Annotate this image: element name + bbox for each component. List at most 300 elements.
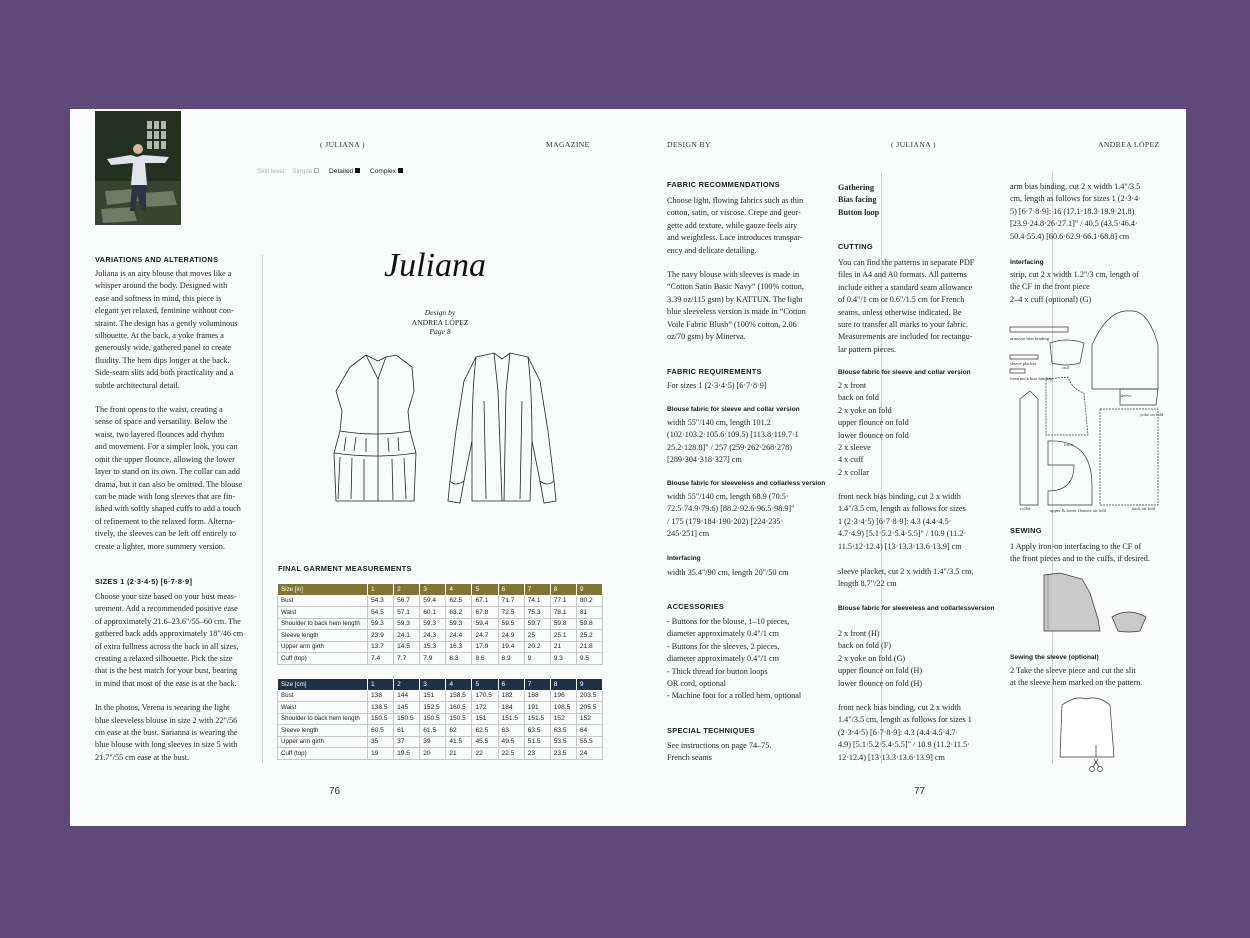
table-cell: 59.7 [524,618,550,630]
pattern-piece-item: 2 x front (H) [838,629,880,638]
text-line: subtle architectural detail. [95,380,180,390]
sewing-step-1 [1010,541,1150,566]
table-header-cell: 8 [550,679,576,691]
table-cell: Bust [278,595,368,607]
interfacing-heading: Interfacing [667,555,701,562]
table-cell: 15.3 [420,641,446,653]
table-cell: 25.1 [550,630,576,642]
running-head-design-by: DESIGN BY [667,140,711,149]
table-cell: 151 [420,690,446,702]
armscye-binding-piece [1010,327,1068,332]
text-line: See instructions on page 74–75. [667,741,772,750]
text-line: create a lighter, more summery version. [95,541,225,551]
sleeve-collar-pieces-list [838,380,909,479]
running-head-title: ( JULIANA ) [320,140,365,149]
text-line: of approximately 21.6–23.6"/55–60 cm. The [95,616,241,626]
page-number-left: 76 [329,786,341,797]
text-line: 1 (2·3·4·5) [6·7·8·9]: 4.3 (4.4·4.5· [838,516,952,526]
table-cell: 77.1 [550,595,576,607]
text-line: 21.7"/55 cm ease at the bust. [95,752,190,762]
text-line: that is the best match for your bust, bearing [95,666,238,676]
sleeve-placket-label: sleeve placket [1010,361,1036,366]
sleeveless-fabric-text [667,491,795,541]
table-row [278,713,603,725]
front-piece [1046,377,1088,435]
text-line: The front opens to the waist, creating a [95,405,223,415]
table-cell: 170.5 [472,690,498,702]
text-line: of extra fullness across the back in all sizes, [95,641,239,651]
table-cell: 49.5 [498,736,524,748]
skill-label: Skill level: [257,168,287,175]
text-line: files in A4 and A0 formats. All patterns [838,270,967,280]
pattern-piece-item: 2 x front [838,381,867,390]
running-head-magazine: MAGAZINE [546,140,590,149]
text-line: Choose your size based on your bust meas- [95,592,237,601]
table-cell: 151 [472,713,498,725]
yoke-label: yoke on fold [1140,412,1164,417]
pattern-pieces-diagram [1008,305,1178,517]
accessory-item: OR cord, optional [667,679,726,689]
accessory-item: - Machine foot for a rolled hem, optional [667,691,802,701]
text-line: Side-seam slits add both practicality and a [95,368,234,378]
table-cell: 24.4 [446,630,472,642]
table-cell: 59.8 [550,618,576,630]
pattern-piece-item: 4 x cuff [838,455,864,465]
table-cell: 20.2 [524,641,550,653]
technique-item: Button loop [838,207,880,217]
table-header-cell: 7 [524,584,550,596]
table-cell: 138 [368,690,394,702]
table-cell: 151.5 [524,713,550,725]
page-number-right: 77 [914,786,926,797]
text-line: length 8.7"/22 cm [838,579,897,589]
skill-complex: Complex [369,168,396,175]
sewing-sleeve-heading: Sewing the sleeve (optional) [1010,654,1099,661]
text-line: arm bias binding, cut 2 x width 1.4"/3.5 [1010,182,1141,191]
page-reference: Page 8 [429,327,451,337]
table-cell: 60.1 [420,607,446,619]
pattern-piece-item: lower flounce on fold [838,430,909,440]
table-cell: Cuff (top) [278,748,368,760]
fabric-recommendations-heading: FABRIC RECOMMENDATIONS [667,180,780,189]
sleeve-piece [1092,311,1158,389]
table-cell: 35 [368,736,394,748]
table-header-cell: 1 [368,679,394,691]
fabric-recommendations-paragraph [667,195,817,257]
text-line: “Cotton Satin Basic Navy” (100% cotton, [667,282,804,292]
table-cell: 198.5 [550,702,576,714]
column-divider [262,255,263,763]
table-cell: 24.3 [420,630,446,642]
text-line: creating a relaxed silhouette. Pick the size [95,654,233,664]
text-line: sure to transfer all marks to your fabric. [838,320,969,330]
table-cell: 75.3 [524,607,550,619]
skill-detailed: Detailed [329,168,354,175]
accessory-item: diameter approximately 0.4"/1 cm [667,629,780,639]
text-line: drama, but it can also be omitted. The blouse [95,479,243,489]
sleeve-placket-piece [1010,355,1038,359]
interfacing-heading-2: Interfacing [1010,259,1044,266]
special-techniques-heading: SPECIAL TECHNIQUES [667,726,755,735]
text-line: 1.4"/3.5 cm, length as follows for sizes 1 [838,715,972,725]
table-cell: 57.1 [394,607,420,619]
table-row [278,702,603,714]
table-cell: 74.1 [524,595,550,607]
table-cell: 160.5 [446,702,472,714]
table-cell: 23.5 [550,748,576,760]
variations-paragraph-1 [95,268,255,392]
text-line: blue sleeveless blouse in size 2 with 22"/56 [95,715,238,725]
table-header-cell: 2 [394,584,420,596]
measurements-table-cm [277,678,603,760]
sleeve-placket-text [838,566,973,591]
table-cell: 188 [524,690,550,702]
table-cell: 22.5 [498,748,524,760]
table-cell: 205.5 [576,702,602,714]
cutting-heading: CUTTING [838,242,873,251]
pattern-piece-item: back on fold [838,393,879,403]
text-line: tively, the sleeves can be left off entirely to [95,529,236,539]
text-line: 72.5·74.9·79.6) [88.2·92.6·96.5·98.9]" [667,504,795,514]
table-row [278,690,603,702]
text-line: include either a standard seam allowance [838,282,973,292]
cuff-label: cuff [1062,365,1070,370]
table-header-cell: Size [cm] [278,679,368,691]
table-cell: 54.3 [368,595,394,607]
text-line: gathered back adds approximately 18"/46 cm [95,629,244,639]
table-cell: 51.5 [524,736,550,748]
front-neck-binding-text [838,491,966,553]
text-line: waist, two layered flounces add rhythm [95,429,225,439]
pattern-piece-item: 2 x sleeve [838,443,871,453]
text-line: ished with softly shaped cuffs to add a touch [95,504,241,514]
variations-body [95,268,255,553]
table-cell: 54.5 [368,607,394,619]
table-cell: 59.3 [446,618,472,630]
sewing-heading: SEWING [1010,526,1042,535]
table-row [278,618,603,630]
collar-piece [1020,391,1038,505]
table-cell: 144 [394,690,420,702]
table-cell: 39 [420,736,446,748]
table-cell: 19 [368,748,394,760]
sizes-heading: SIZES 1 (2·3·4·5) [6·7·8·9] [95,577,193,586]
designer-name: ANDREA LÓPEZ [411,317,469,327]
arm-binding-text [1010,181,1141,243]
text-line: gette add texture, while gauze feels airy [667,220,798,230]
table-cell: 63.5 [524,725,550,737]
table-cell: 13.7 [368,641,394,653]
table-cell: 152 [576,713,602,725]
table-cell: Waist [278,702,368,714]
table-cell: 67.1 [472,595,498,607]
table-header-cell: 4 [446,584,472,596]
text-line: ease and softness in mind, this piece is [95,293,222,303]
accessories-list [667,616,801,703]
table-cell: 23.9 [368,630,394,642]
accessories-heading: ACCESSORIES [667,602,725,611]
text-line: 3.39 oz/115 gsm) by KATTUN. The light [667,294,803,304]
table-cell: 21 [446,748,472,760]
front-neck-binding-text-2 [838,702,972,764]
text-line: 4.7·4.9) [5.1·5.2·5.4·5.5]" / 10.9 (11.2· [838,529,967,539]
navy-blouse-paragraph [667,269,817,343]
pattern-piece-item: upper flounce on fold [838,418,909,428]
front-label: front [1064,442,1073,447]
table-cell: 182 [498,690,524,702]
measurements-table-inch [277,583,603,665]
text-line: blue blouse with long sleeves in size 5 with [95,740,238,750]
text-line: (102·103.2·105.6·109.5) [113.8·119.7·1 [667,430,799,440]
table-cell: 59.4 [420,595,446,607]
measurements-heading: FINAL GARMENT MEASUREMENTS [278,564,412,573]
table-cell: 59.8 [576,618,602,630]
back-piece [1100,409,1158,505]
table-cell: 72.5 [498,607,524,619]
text-line: can be made with long sleeves that are fin- [95,491,236,501]
table-cell: 62 [446,725,472,737]
text-line: cm, length as follows for sizes 1 (2·3·4· [1010,194,1141,204]
text-line: width 55"/140 cm, length 68.9 (70.5· [667,492,789,501]
table-cell: 25 [524,630,550,642]
table-row [278,595,603,607]
running-head-title: ( JULIANA ) [891,140,936,149]
table-cell: 19.5 [394,748,420,760]
text-line: at the sleeve hem marked on the pattern. [1010,678,1143,688]
text-line: of refinement to the relaxed form. Alterna- [95,516,235,526]
cuff-piece [1050,340,1084,365]
text-line: Choose light, flowing fabrics such as thin [667,196,804,205]
table-cell: Bust [278,690,368,702]
table-cell: Upper arm girth [278,736,368,748]
text-line: Blouse fabric for sleeveless and collarless [838,605,972,612]
table-cell: 203.5 [576,690,602,702]
text-line: of 0.4"/1 cm or 0.6"/1.5 cm for French [838,295,965,305]
table-cell: 59.5 [498,618,524,630]
table-cell: Shoulder to back hem length [278,618,368,630]
text-line: French seams [667,753,712,763]
table-cell: 23 [524,748,550,760]
text-line: elegant yet relaxed, feminine without con- [95,306,234,316]
text-line: The navy blouse with sleeves is made in [667,270,800,280]
table-cell: Sleeve length [278,725,368,737]
flounce-label: upper & lower flounce on fold [1050,508,1107,513]
table-header-cell: 3 [420,584,446,596]
sizes-line: For sizes 1 (2·3·4·5) [6·7·8·9] [667,381,767,390]
table-cell: 24.7 [472,630,498,642]
pattern-piece-item: 2 x yoke on fold [838,405,892,415]
table-cell: 63.5 [550,725,576,737]
table-cell: 63.2 [446,607,472,619]
text-line: the CF in the front piece [1010,282,1090,292]
table-cell: 17.9 [472,641,498,653]
sleeveless-blouse-drawing [334,355,416,501]
sleeve-collar-pieces-heading: Blouse fabric for sleeve and collar version [838,369,971,376]
skill-detailed-box-icon [355,168,360,173]
table-row [278,653,603,665]
text-line: cotton, satin, or viscose. Crepe and geor- [667,208,801,218]
skill-complex-box-icon [398,168,403,173]
table-cell: 71.7 [498,595,524,607]
text-line: urement. Add a recommended positive ease [95,604,238,614]
table-cell: 158.5 [446,690,472,702]
table-header-cell: 5 [472,679,498,691]
text-line: front neck bias binding, cut 2 x width [838,492,961,501]
text-line: 5) [6·7·8·9]: 16 (17.1·18.3·19.9·21.8) [1010,206,1135,216]
table-header-cell: 4 [446,679,472,691]
table-row [278,630,603,642]
table-cell: 62.5 [446,595,472,607]
table-cell: 21.8 [576,641,602,653]
accessory-item: - Buttons for the blouse, 1–10 pieces, [667,617,790,626]
table-cell: 196 [550,690,576,702]
technique-item: Bias facing [838,195,877,205]
text-line: omit the upper flounce, allowing the lower [95,454,235,464]
table-row [278,607,603,619]
table-cell: 7.9 [420,653,446,665]
table-cell: 9 [524,653,550,665]
right-page [628,109,1186,826]
step-1-illustration [1040,571,1152,635]
text-line: [23.9·24.8·26·27.1]" / 40.5 (43.5·46.4· [1010,219,1138,229]
text-line: 1.4"/3.5 cm, length as follows for sizes [838,504,966,514]
table-cell: 138.5 [368,702,394,714]
design-credit [395,308,485,337]
table-cell: 9.3 [550,653,576,665]
table-cell: Shoulder to back hem length [278,713,368,725]
text-line: width 55"/140 cm, length 101.2 [667,418,771,427]
text-line: sleeve placket, cut 2 x width 1.4"/3.5 cm, [838,567,974,576]
garment-illustrations [326,351,562,509]
pattern-title: Juliana [384,247,486,284]
table-cell: 24.1 [394,630,420,642]
table-cell: 59.3 [368,618,394,630]
pattern-piece-item: 2 x yoke on fold (G) [838,653,906,663]
table-cell: 62.5 [472,725,498,737]
front-neck-label: front neck bias binding [1010,376,1053,381]
table-cell: 45.5 [472,736,498,748]
table-cell: 7.7 [394,653,420,665]
table-row [278,725,603,737]
table-cell: 55.5 [576,736,602,748]
sewing-step-2 [1010,665,1142,690]
table-header-cell: 6 [498,679,524,691]
fabric-requirements-heading: FABRIC REQUIREMENTS [667,367,762,376]
table-header-cell: 1 [368,584,394,596]
skill-simple: Simple [292,168,313,175]
table-cell: Waist [278,607,368,619]
table-cell: 7.4 [368,653,394,665]
table-cell: 61.5 [420,725,446,737]
table-cell: 184 [498,702,524,714]
sleeveless-pieces-list [838,628,922,690]
back-label: back on fold [1132,506,1155,511]
skill-level [257,168,403,175]
table-cell: 80.2 [576,595,602,607]
text-line: lar pattern pieces. [838,344,896,354]
text-line: [289·304·318·327] cm [667,455,742,465]
table-header-cell: 9 [576,584,602,596]
accessory-item: - Thick thread for button loops [667,666,768,676]
table-row [278,736,603,748]
sleeve-collar-fabric-text [667,417,799,467]
table-cell: 64 [576,725,602,737]
table-cell: 150.5 [446,713,472,725]
text-line: seams, unless otherwise indicated. Be [838,307,962,317]
table-cell: 53.5 [550,736,576,748]
text-line: whisper around the body. Designed with [95,281,228,291]
text-line: 245·251] cm [667,529,710,539]
text-line: 50.4·55.4) [60.6·62.9·66.1·68.8] cm [1010,231,1130,241]
front-neck-binding-piece [1010,369,1025,373]
table-cell: 56.7 [394,595,420,607]
table-cell: 78.1 [550,607,576,619]
table-cell: 191 [524,702,550,714]
skill-simple-box-icon [314,168,319,173]
sleeve-label: sleeve [1120,393,1132,398]
table-header-cell: 5 [472,584,498,596]
text-line: sense of space and versatility. Below the [95,417,228,427]
table-cell: 8.3 [446,653,472,665]
step-2-illustration [1052,693,1122,779]
text-line: generously wide, gathered panel to create [95,343,231,353]
table-cell: 150.5 [420,713,446,725]
table-cell: 81 [576,607,602,619]
table-cell: 9.5 [576,653,602,665]
sleeve-blouse-drawing [448,353,556,503]
table-header-cell: 6 [498,584,524,596]
table-cell: 152.5 [420,702,446,714]
text-line: 1 Apply iron-on interfacing to the CF of [1010,542,1142,551]
pattern-piece-item: upper flounce on fold (H) [838,666,923,676]
table-cell: 24 [576,748,602,760]
table-cell: 21 [550,641,576,653]
table-cell: 59.3 [394,618,420,630]
text-line: / 175 (179·184·190·202) [224·235· [667,516,784,526]
table-cell: 150.5 [368,713,394,725]
table-header-cell: 8 [550,584,576,596]
pattern-piece-item: back on fold (F) [838,641,891,651]
scissors-icon [1090,759,1103,772]
accessory-item: - Buttons for the sleeves, 2 pieces, [667,641,780,651]
table-cell: 152 [550,713,576,725]
table-cell: 172 [472,702,498,714]
table-cell: 61 [394,725,420,737]
table-cell: 60.5 [368,725,394,737]
text-line: blue sleeveless version is made in “Cotton [667,307,806,317]
table-cell: 14.5 [394,641,420,653]
text-line: layer to stand on its own. The collar can add [95,467,240,477]
table-cell: Cuff (top) [278,653,368,665]
text-line: the front pieces and to the cuffs, if desired. [1010,554,1150,564]
variations-heading: VARIATIONS AND ALTERATIONS [95,255,219,264]
collar-label: collar [1020,506,1031,511]
sleeveless-fabric-heading: Blouse fabric for sleeveless and collarless version [667,480,826,487]
table-header-row [278,679,603,691]
table-header-row [278,584,603,596]
interfacing-text: width 35.4"/90 cm, length 20"/50 cm [667,568,789,577]
table-cell: 59.3 [420,618,446,630]
sizes-paragraph-2 [95,702,255,764]
magazine-spread [70,109,1186,826]
model-photo [95,111,181,225]
table-cell: 145 [394,702,420,714]
sleeve-collar-fabric-heading: Blouse fabric for sleeve and collar version [667,406,800,413]
text-line: In the photos, Verena is wearing the light [95,703,230,713]
table-cell: 20 [420,748,446,760]
techniques-list [838,182,879,219]
text-line: Measurements are included for rectangu- [838,332,973,342]
